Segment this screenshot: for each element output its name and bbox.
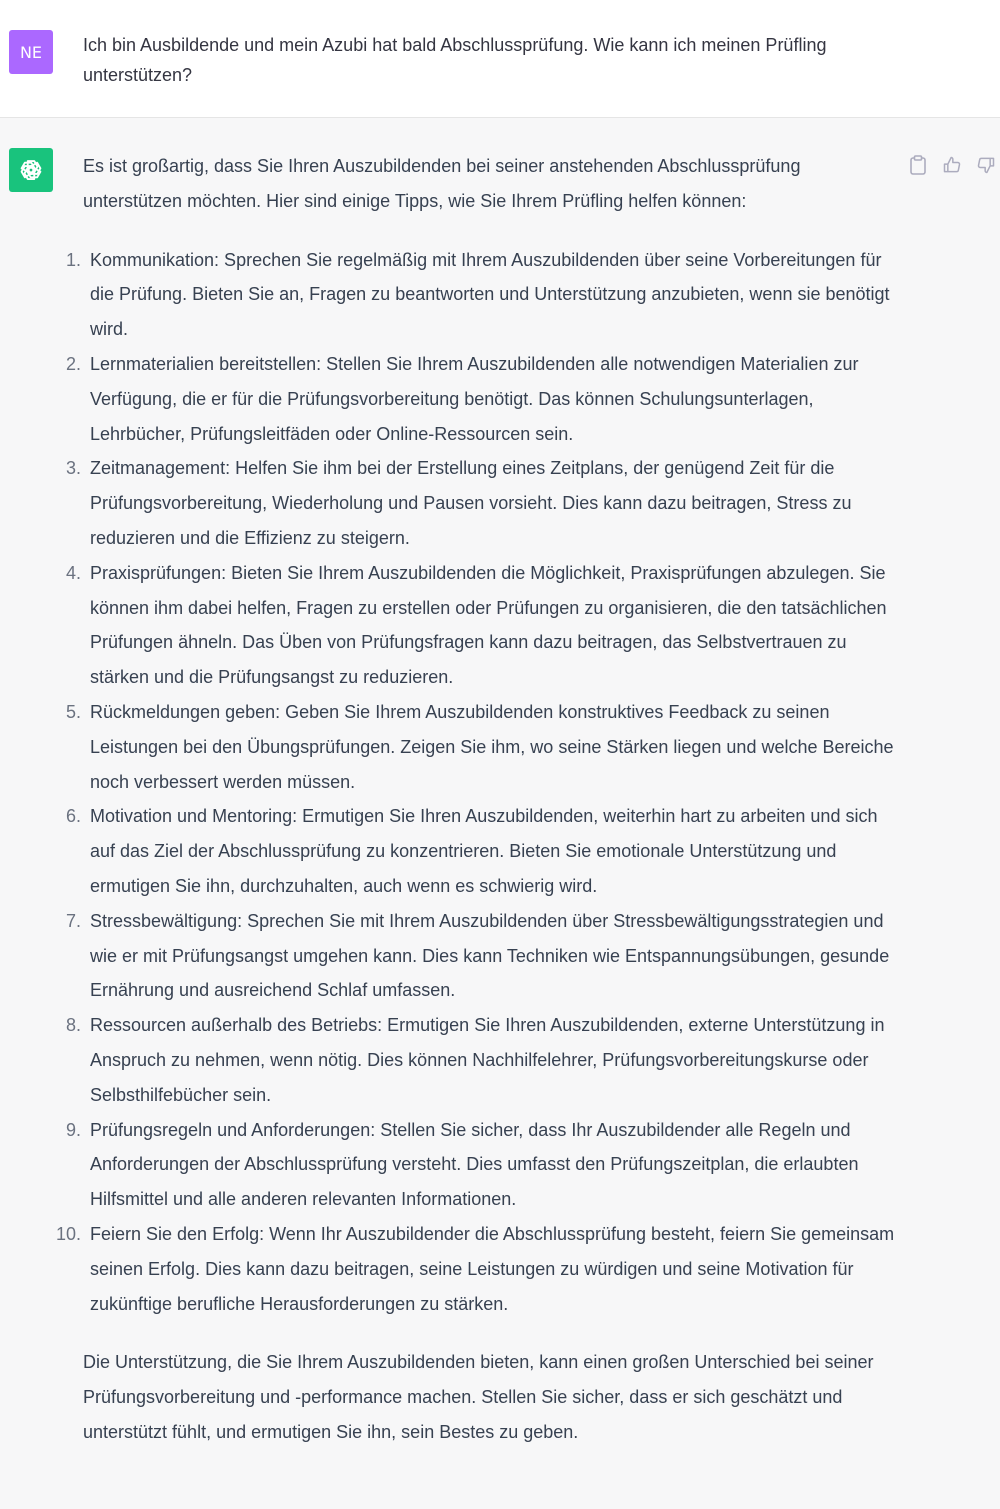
list-item	[65, 243, 898, 347]
list-item-number: 7.	[65, 910, 81, 931]
list-item	[65, 695, 898, 799]
assistant-closing: Die Unterstützung, die Sie Ihrem Auszubildenden bieten, kann einen großen Unterschied bei seiner Prüfungsvorbereitung und -performance machen. Stellen Sie sicher, dass er sich geschätzt und unterstützt fühlt, und ermutigen Sie ihn, sein Bestes zu geben.	[83, 1352, 874, 1442]
list-item-number: 10.	[55, 1223, 81, 1244]
list-item-number: 5.	[65, 701, 81, 722]
thumbs-down-icon[interactable]	[974, 153, 998, 177]
list-item-text: Rückmeldungen geben: Geben Sie Ihrem Auszubildenden konstruktives Feedback zu seinen Leistungen bei den Übungsprüfungen. Zeigen Sie ihm, wo seine Stärken liegen und welche Bereiche noch verbessert werden müssen.	[90, 701, 894, 792]
thumbs-up-icon[interactable]	[940, 153, 964, 177]
assistant-intro: Es ist großartig, dass Sie Ihren Auszubildenden bei seiner anstehenden Abschlussprüfung unterstützen möchten. Hier sind einige Tipps, wie Sie Ihrem Prüfling helfen können:	[83, 156, 801, 211]
list-item-number: 9.	[65, 1119, 81, 1140]
list-item	[65, 1113, 898, 1217]
list-item-text: Prüfungsregeln und Anforderungen: Stellen Sie sicher, dass Ihr Auszubildender alle Regeln und Anforderungen der Abschlussprüfung versteht. Dies umfasst den Prüfungszeitplan, die erlaubten Hilfsmittel und alle anderen relevanten Informationen.	[90, 1119, 859, 1210]
list-item	[65, 799, 898, 903]
list-item-number: 4.	[65, 562, 81, 583]
user-avatar-initials: NE	[19, 42, 43, 62]
user-avatar	[9, 30, 53, 74]
list-item-text: Ressourcen außerhalb des Betriebs: Ermutigen Sie Ihren Auszubildenden, externe Unterstützung in Anspruch zu nehmen, wenn nötig. Dies können Nachhilfelehrer, Prüfungsvorbereitungskurse oder Selbsthilfebücher sein.	[90, 1015, 885, 1105]
list-item	[65, 556, 898, 695]
list-item-number: 2.	[65, 353, 81, 374]
list-item-text: Feiern Sie den Erfolg: Wenn Ihr Auszubildender die Abschlussprüfung besteht, feiern Sie gemeinsam seinen Erfolg. Dies kann dazu beitragen, seine Leistungen zu würdigen und seine Motivation für zukünftige berufliche Herausforderungen zu stärken.	[90, 1223, 895, 1314]
list-item	[55, 1217, 898, 1321]
user-message-row	[0, 0, 1000, 118]
list-item-number: 8.	[65, 1015, 81, 1036]
list-item-text: Lernmaterialien bereitstellen: Stellen Sie Ihrem Auszubildenden alle notwendigen Materialien zur Verfügung, die er für die Prüfungsvorbereitung benötigt. Das können Schulungsunterlagen, Lehrbücher, Prüfungsleitfäden oder Online-Ressourcen sein.	[90, 353, 859, 444]
list-item-text: Zeitmanagement: Helfen Sie ihm bei der Erstellung eines Zeitplans, der genügend Zeit für die Prüfungsvorbereitung, Wiederholung und Pausen vorsieht. Dies kann dazu beitragen, Stress zu reduzieren und die Effizienz zu steigern.	[90, 458, 852, 548]
user-message-text: Ich bin Ausbildende und mein Azubi hat bald Abschlussprüfung. Wie kann ich meinen Prüfling unterstützen?	[83, 35, 827, 85]
list-item-number: 3.	[65, 458, 81, 479]
list-item-text: Praxisprüfungen: Bieten Sie Ihrem Auszubildenden die Möglichkeit, Praxisprüfungen abzulegen. Sie können ihm dabei helfen, Fragen zu erstellen oder Prüfungen zu organisieren, die den tatsächlichen Prüfungen ähneln. Das Üben von Prüfungsfragen kann dazu beitragen, das Selbstvertrauen zu stärken und die Prüfungsangst zu reduzieren.	[90, 562, 887, 688]
message-actions	[906, 153, 1000, 177]
list-item	[65, 451, 898, 555]
assistant-message-content	[55, 149, 898, 1450]
list-item	[65, 347, 898, 451]
list-item	[65, 904, 898, 1008]
list-item-text: Stressbewältigung: Sprechen Sie mit Ihrem Auszubildenden über Stressbewältigungsstrategien und wie er mit Prüfungsangst umgehen kann. Dies kann Techniken wie Entspannungsübungen, gesunde Ernährung und ausreichend Schlaf umfassen.	[90, 910, 890, 1001]
openai-logo-icon	[9, 148, 53, 192]
clipboard-icon[interactable]	[906, 153, 930, 177]
list-item-number: 6.	[65, 806, 81, 827]
list-item	[65, 1008, 898, 1112]
list-item-number: 1.	[65, 249, 81, 270]
tips-list	[55, 243, 898, 1322]
list-item-text: Kommunikation: Sprechen Sie regelmäßig mit Ihrem Auszubildenden über seine Vorbereitungen für die Prüfung. Bieten Sie an, Fragen zu beantworten und Unterstützung anzubieten, wenn sie benötigt wird.	[90, 249, 890, 340]
list-item-text: Motivation und Mentoring: Ermutigen Sie Ihren Auszubildenden, weiterhin hart zu arbeiten und sich auf das Ziel der Abschlussprüfung zu konzentrieren. Bieten Sie emotionale Unterstützung und ermutigen Sie ihn, durchzuhalten, auch wenn es schwierig wird.	[90, 806, 878, 896]
assistant-message-row	[0, 119, 1000, 1509]
